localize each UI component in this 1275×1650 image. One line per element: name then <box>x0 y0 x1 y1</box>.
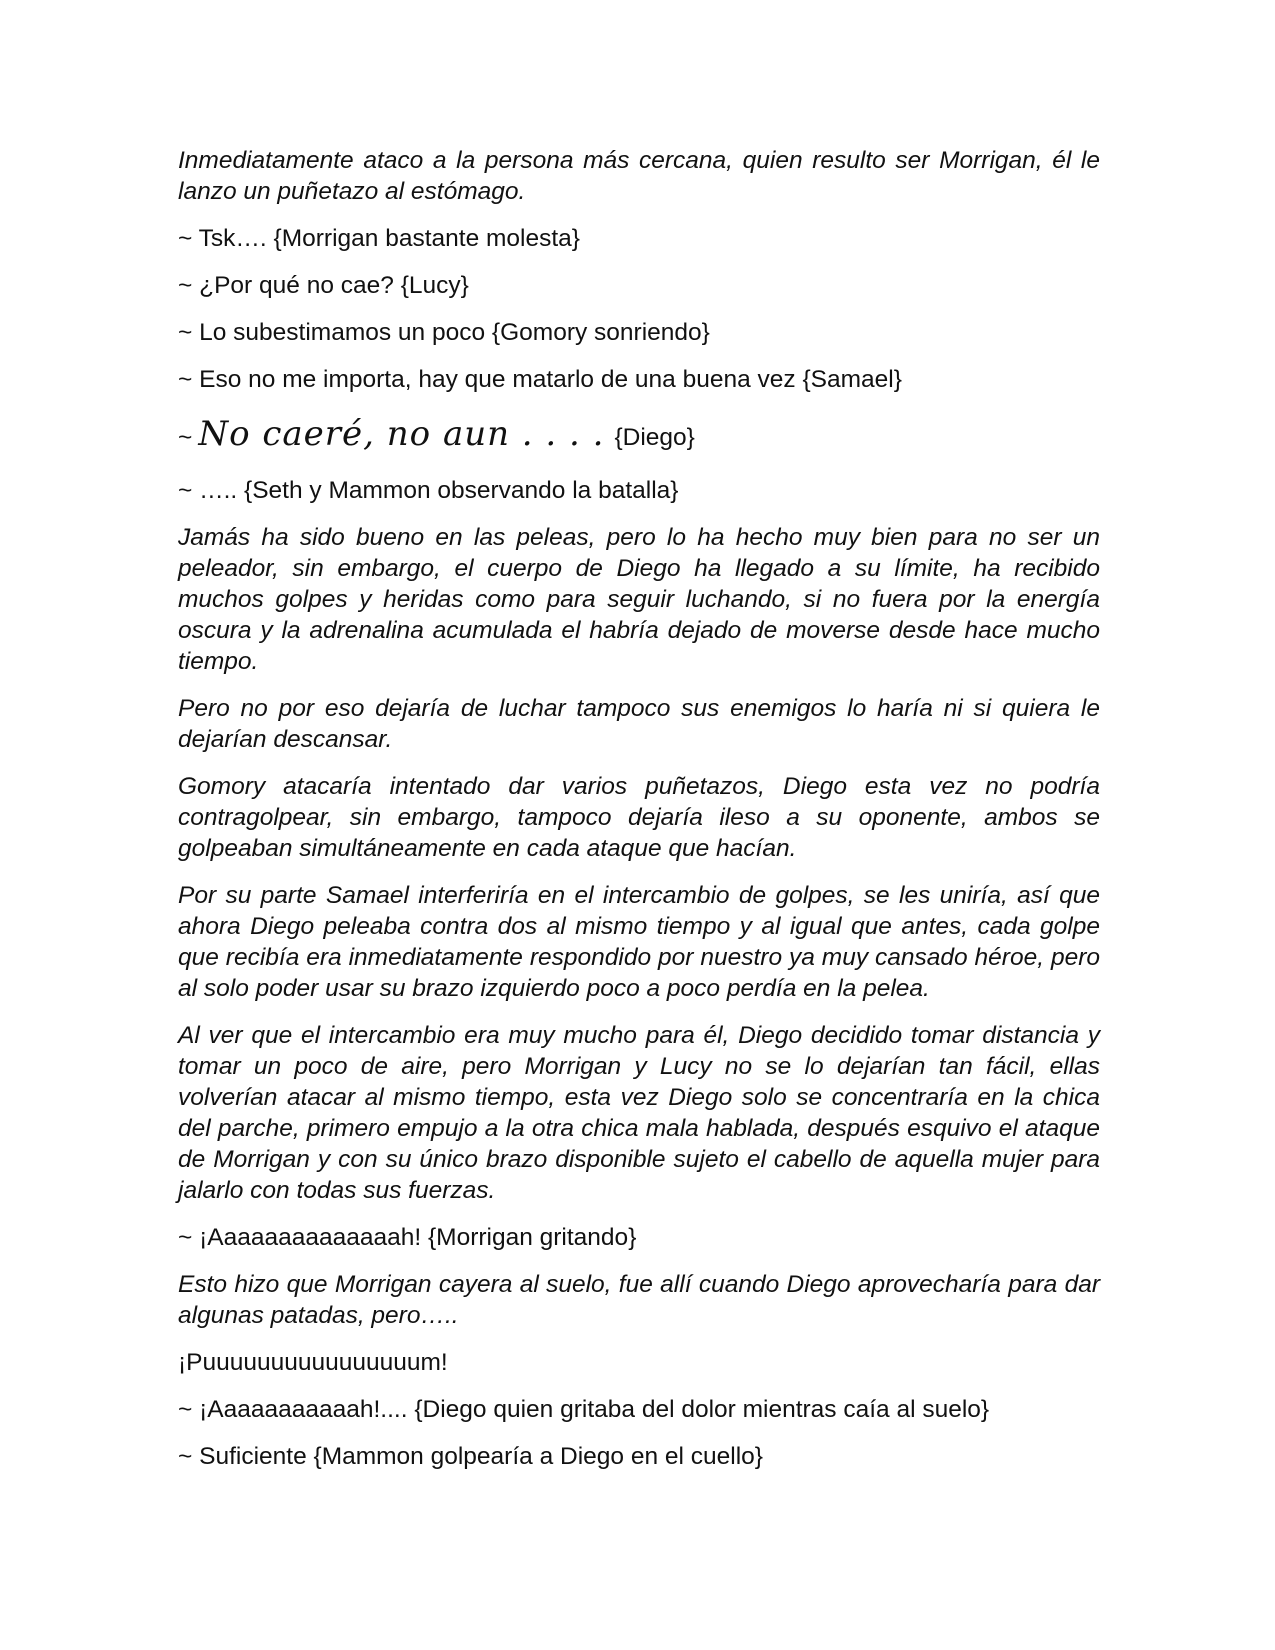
dialogue-line: ~ ¿Por qué no cae? {Lucy} <box>178 272 469 299</box>
dialogue-line: ~ Suficiente {Mammon golpearía a Diego en el cuello} <box>178 1443 763 1470</box>
sound-effect-line: ¡Puuuuuuuuuuuuuuuum! <box>178 1349 448 1376</box>
dialogue-line: ~ ….. {Seth y Mammon observando la batalla} <box>178 477 679 504</box>
dialogue-line: ~ Tsk…. {Morrigan bastante molesta} <box>178 225 580 252</box>
narration-paragraph: Pero no por eso dejaría de luchar tampoco sus enemigos lo haría ni si quiera le dejarían descansar. <box>178 695 1100 753</box>
handwritten-shout-text: No caeré, no aun . . . . <box>198 414 605 454</box>
document-page <box>178 145 1100 1488</box>
narration-paragraph: Inmediatamente ataco a la persona más cercana, quien resulto ser Morrigan, él le lanzo un puñetazo al estómago. <box>178 147 1100 205</box>
dialogue-line: ~ Eso no me importa, hay que matarlo de una buena vez {Samael} <box>178 366 902 393</box>
dialogue-tilde: ~ <box>178 424 193 451</box>
narration-paragraph: Por su parte Samael interferiría en el intercambio de golpes, se les uniría, así que ahora Diego peleaba contra dos al mismo tiempo y al igual que antes, cada golpe que recibía era inmediatamente respondido por nuestro ya muy cansado héroe, pero al solo poder usar su brazo izquierdo poco a poco perdía en la pelea. <box>178 882 1100 1002</box>
narration-paragraph: Jamás ha sido bueno en las peleas, pero lo ha hecho muy bien para no ser un peleador, sin embargo, el cuerpo de Diego ha llegado a su límite, ha recibido muchos golpes y heridas como para seguir luchando, si no fuera por la energía oscura y la adrenalina acumulada el habría dejado de moverse desde hace mucho tiempo. <box>178 524 1100 675</box>
narration-paragraph: Al ver que el intercambio era muy mucho para él, Diego decidido tomar distancia y tomar un poco de aire, pero Morrigan y Lucy no se lo dejarían tan fácil, ellas volverían atacar al mismo tiempo, esta vez Diego solo se concentraría en la chica del parche, primero empujo a la otra chica mala hablada, después esquivo el ataque de Morrigan y con su único brazo disponible sujeto el cabello de aquella mujer para jalarlo con todas sus fuerzas. <box>178 1022 1100 1204</box>
dialogue-line: ~ Lo subestimamos un poco {Gomory sonriendo} <box>178 319 710 346</box>
dialogue-line: ~ ¡Aaaaaaaaaaah!.... {Diego quien gritaba del dolor mientras caía al suelo} <box>178 1396 990 1423</box>
handwritten-dialogue-line <box>178 411 1100 461</box>
narration-paragraph: Esto hizo que Morrigan cayera al suelo, fue allí cuando Diego aprovecharía para dar algunas patadas, pero….. <box>178 1271 1100 1329</box>
speaker-tag: {Diego} <box>614 424 695 451</box>
dialogue-line: ~ ¡Aaaaaaaaaaaaaah! {Morrigan gritando} <box>178 1224 637 1251</box>
narration-paragraph: Gomory atacaría intentado dar varios puñetazos, Diego esta vez no podría contragolpear, sin embargo, tampoco dejaría ileso a su oponente, ambos se golpeaban simultáneamente en cada ataque que hacían. <box>178 773 1100 862</box>
